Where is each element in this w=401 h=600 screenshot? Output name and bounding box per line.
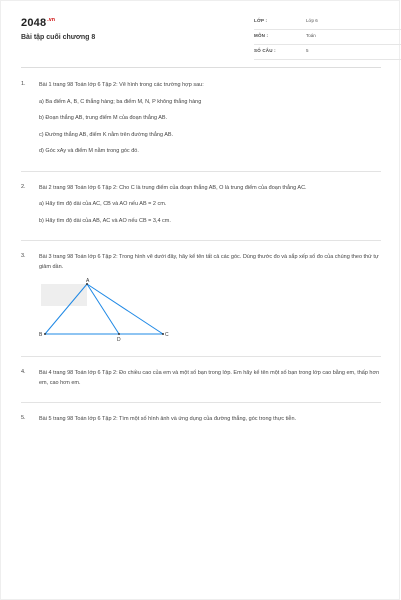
question-number: 4. (21, 369, 26, 375)
meta-value: Toán (306, 33, 316, 38)
question-item (21, 253, 381, 342)
point-c (162, 333, 164, 335)
logo-text: 2048 (21, 17, 47, 29)
meta-value: 5 (306, 48, 309, 53)
meta-label: LỚP : (254, 18, 268, 23)
question-subitem: a) Hãy tìm độ dài của AC, CB và AO nếu AB = 2 cm. (39, 201, 167, 207)
question-text: Bài 5 trang 98 Toán lớp 6 Tập 2: Tìm một số hình ảnh và ứng dụng của đường thẳng, góc trong thực tiễn. (39, 416, 297, 422)
meta-label: SỐ CÂU : (254, 48, 276, 53)
point-b (44, 333, 46, 335)
question-item (21, 81, 381, 157)
meta-row-class (254, 17, 401, 30)
label-d: D (117, 337, 121, 343)
figure-watermark (41, 284, 87, 306)
question-item (21, 415, 381, 425)
worksheet-header (21, 17, 381, 67)
question-subitem: d) Góc xAy và điểm M nằm trong góc đó. (39, 148, 139, 154)
question-divider (21, 240, 381, 241)
question-list (21, 81, 381, 437)
meta-row-subject (254, 32, 401, 45)
point-d (118, 333, 120, 335)
question-subitem: b) Đoạn thẳng AB, trung điểm M của đoạn thẳng AB. (39, 115, 168, 121)
question-text: Bài 2 trang 98 Toán lớp 6 Tập 2: Cho C là trung điểm của đoạn thẳng AB, O là trung điểm của đoạn thẳng AC. (39, 184, 307, 191)
question-subitem: b) Hãy tìm độ dài của AB, AC và AO nếu CB = 3,4 cm. (39, 217, 171, 224)
question-divider (21, 402, 381, 403)
logo-suffix: .vn (47, 17, 56, 23)
question-number: 2. (21, 183, 26, 190)
label-c: C (165, 332, 169, 338)
question-divider (21, 171, 381, 172)
header-divider (21, 67, 381, 68)
question-subitem: a) Ba điểm A, B, C thẳng hàng; ba điểm M, N, P không thẳng hàng (39, 98, 202, 105)
question-divider (21, 356, 381, 357)
question-text: Bài 3 trang 98 Toán lớp 6 Tập 2: Trong hình vẽ dưới đây, hãy kể tên tất cả các góc. Dùng thước đo và sắp xếp số đo của chúng theo thứ tự giảm dần. (39, 254, 379, 270)
worksheet-title: Bài tập cuối chương 8 (21, 34, 96, 41)
meta-value: Lớp 6 (306, 18, 318, 23)
meta-label: MÔN : (254, 33, 269, 38)
question-number: 3. (21, 253, 26, 259)
question-number: 5. (21, 415, 26, 421)
meta-row-count (254, 47, 401, 60)
label-a: A (86, 278, 90, 284)
question-text: Bài 4 trang 98 Toán lớp 6 Tập 2: Đo chiều cao của em và một số bạn trong lớp. Em hãy kể tên một số bạn trong lớp cao bằng em, thấp hơn em, cao hơn em. (39, 370, 380, 386)
question-subitem: c) Đường thẳng AB, điểm K nằm trên đường thẳng AB. (39, 131, 174, 138)
triangle-figure (39, 278, 189, 343)
question-item (21, 369, 381, 388)
triangle-diagram (39, 278, 189, 343)
label-b: B (39, 332, 43, 338)
question-number: 1. (21, 81, 26, 87)
segment-ad (87, 284, 119, 334)
segment-ac (87, 284, 163, 334)
site-logo[interactable] (21, 17, 55, 29)
question-item (21, 184, 381, 227)
question-text: Bài 1 trang 98 Toán lớp 6 Tập 2: Vẽ hình trong các trường hợp sau: (39, 82, 204, 88)
meta-info (254, 17, 401, 62)
